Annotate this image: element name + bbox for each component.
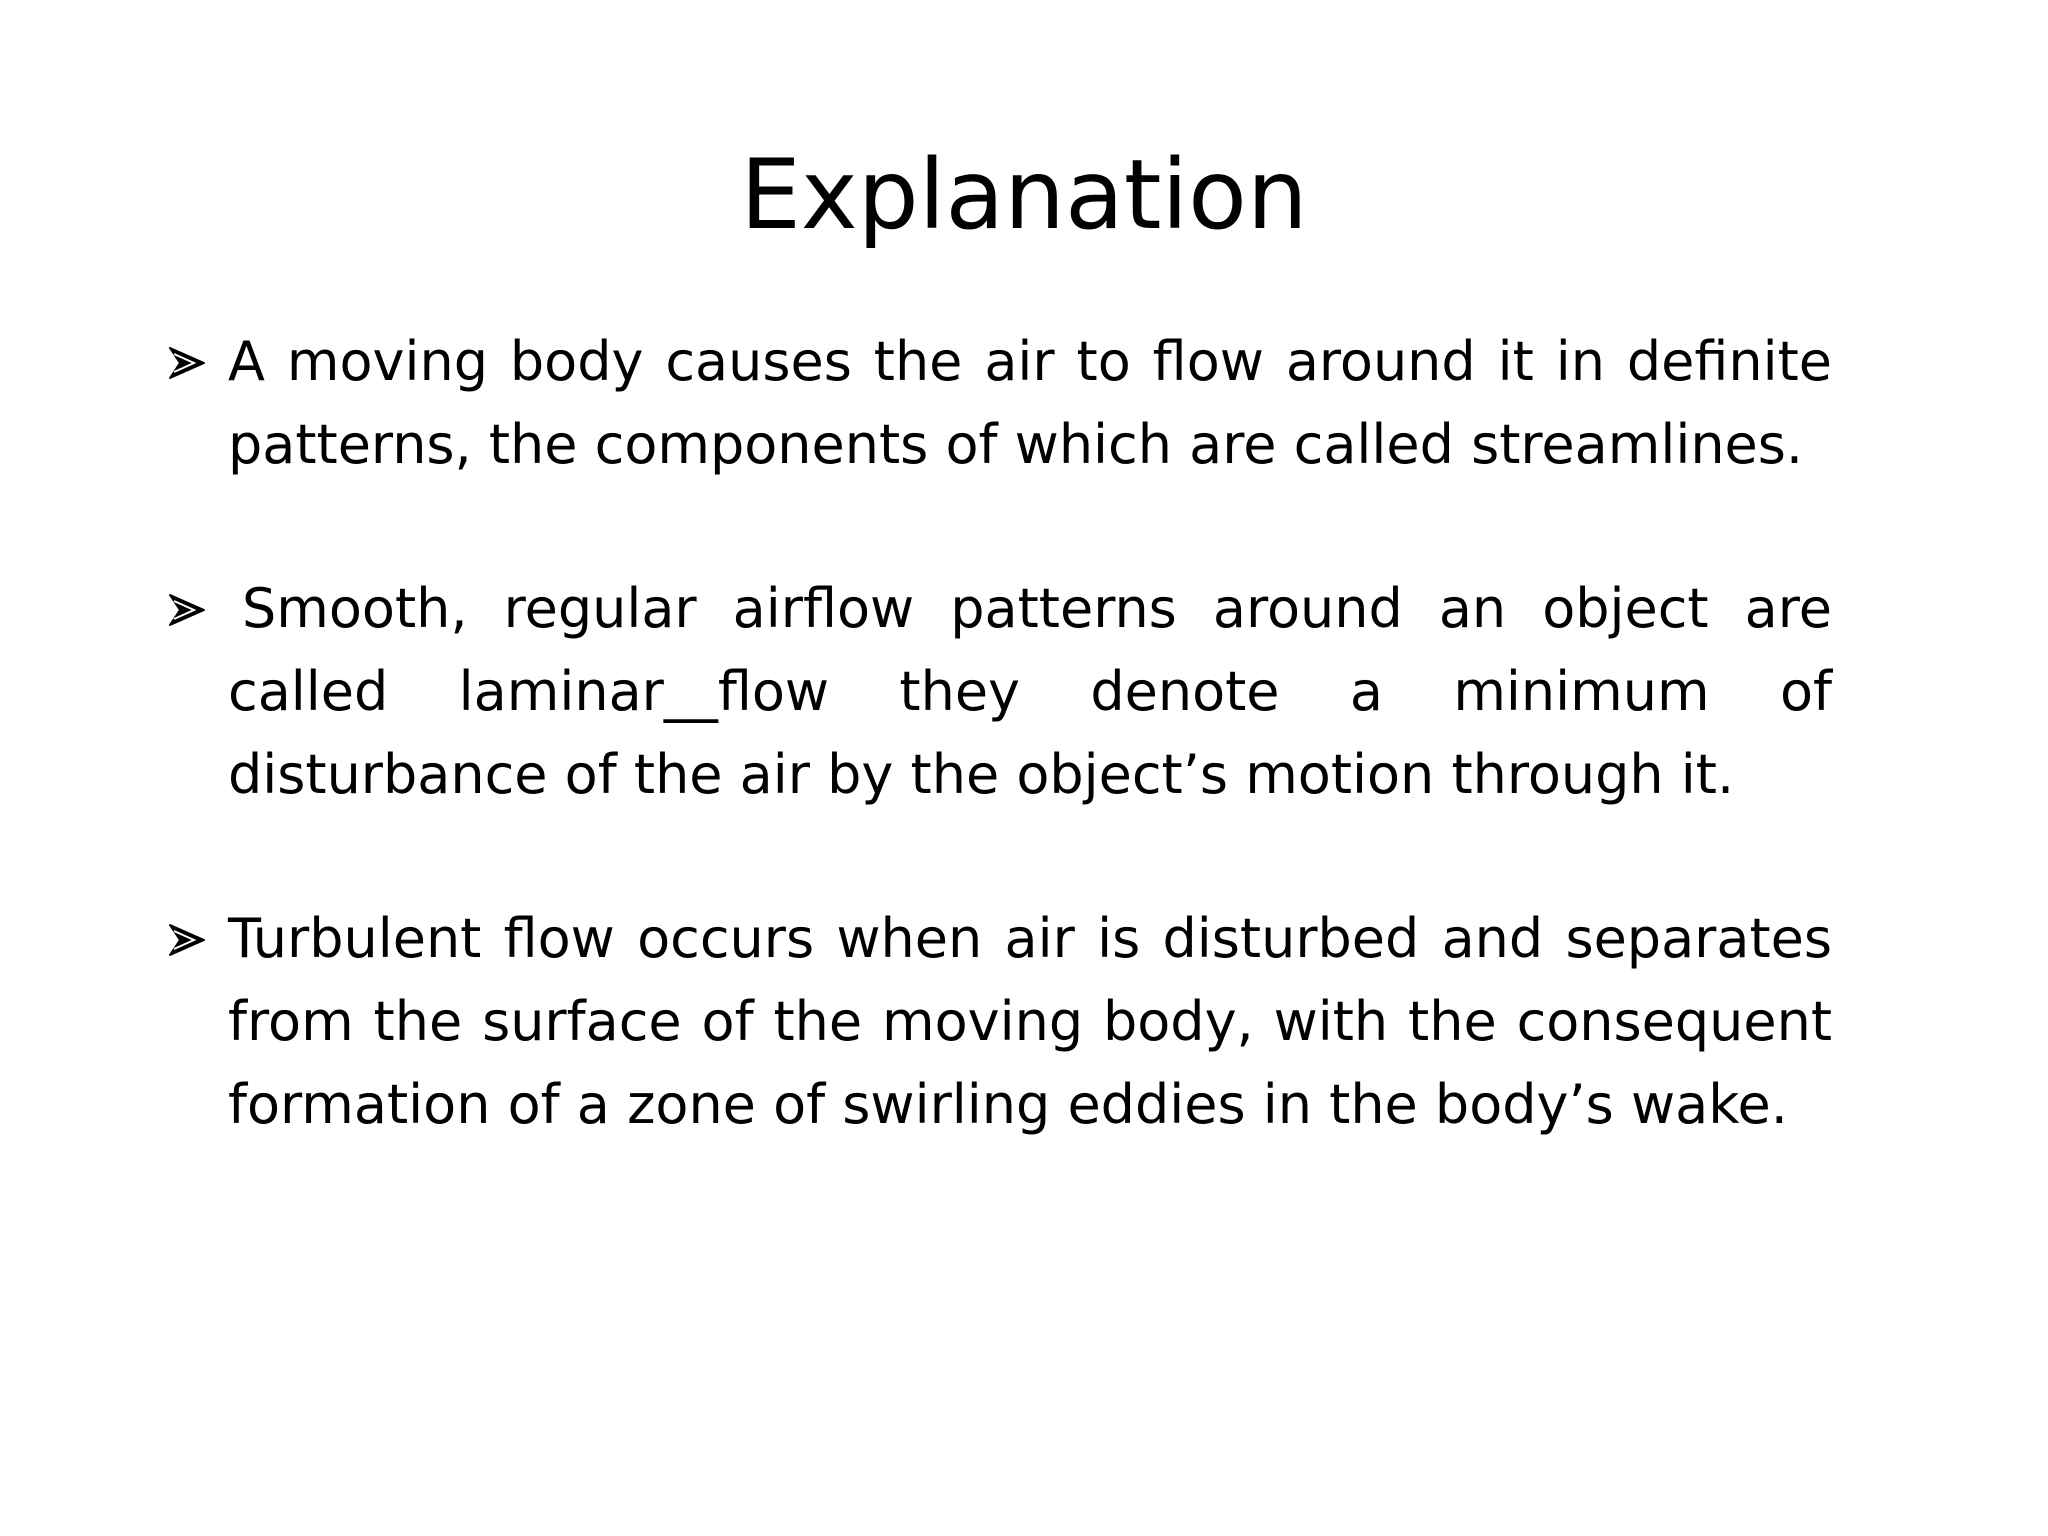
arrowhead-bullet-icon [168,346,206,380]
bullet-item-laminar-flow [162,567,1832,816]
arrowhead-bullet-icon [168,923,206,957]
bullet-text: Smooth, regular airflow patterns around an object are called laminar__flow they denote a minimum of disturbance of the air by the object’s motion through it. [228,577,1832,806]
bullet-text: Turbulent flow occurs when air is disturbed and separates from the surface of the moving body, with the consequent formation of a zone of swirling eddies in the body’s wake. [228,907,1832,1136]
slide-title: Explanation [740,139,1308,251]
bullet-text: A moving body causes the air to flow around it in definite patterns, the components of which are called streamlines. [228,330,1832,476]
arrowhead-bullet-icon [168,593,206,627]
bullet-item-streamlines [162,320,1832,486]
bullet-list [162,320,1832,1146]
bullet-item-turbulent-flow [162,897,1832,1146]
